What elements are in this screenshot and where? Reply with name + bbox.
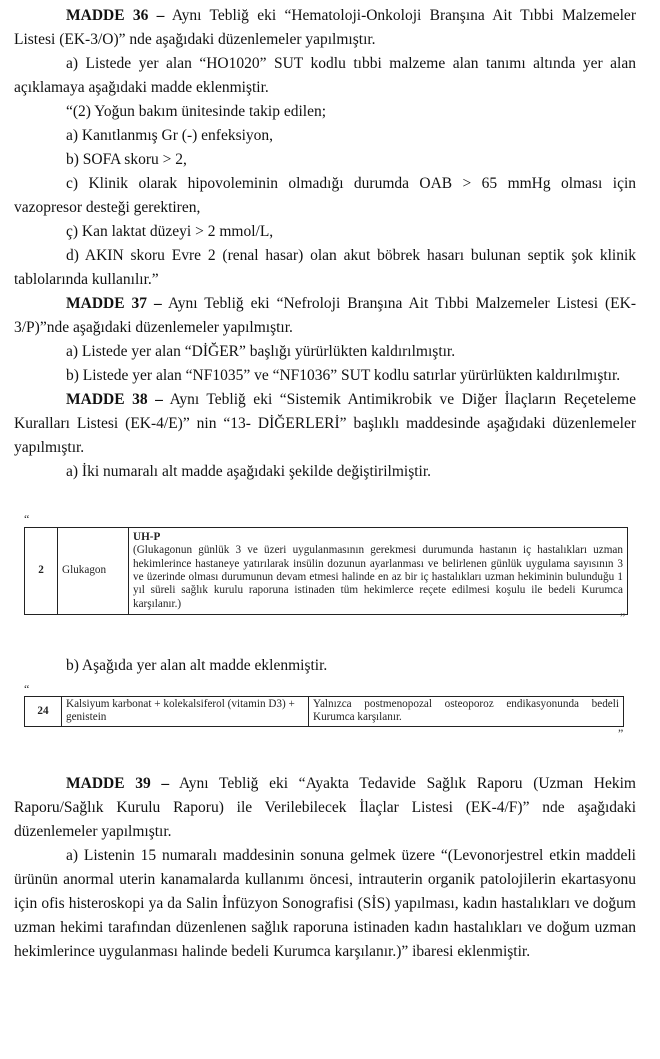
article-36-sub-a: a) Kanıtlanmış Gr (-) enfeksiyon, <box>66 127 274 144</box>
article-38-item-a: a) İki numaralı alt madde aşağıdaki şekilde değiştirilmiştir. <box>66 463 432 480</box>
article-36-item-a: a) Listede yer alan “HO1020” SUT kodlu tıbbi malzeme alan tanımı altında yer alan açıklamaya aşağıdaki madde eklenmiştir. <box>14 55 636 96</box>
table-2-desc: Yalnızca postmenopozal osteoporoz endikasyonunda bedeli Kurumca karşılanır. <box>309 697 624 727</box>
article-39-text: Aynı Tebliğ eki “Ayakta Tedavide Sağlık Raporu (Uzman Hekim Raporu/Sağlık Kurulu Raporu) ile Verilebilecek İlaçlar Listesi (EK-4/F)” nde aşağıdaki düzenlemeler yapılmıştır. <box>14 775 636 840</box>
article-36-text: Aynı Tebliğ eki “Hematoloji-Onkoloji Branşına Ait Tıbbi Malzemeler Listesi (EK-3/O)” nde aşağıdaki düzenlemeler yapılmıştır. <box>14 7 636 48</box>
article-37-intro <box>14 292 636 340</box>
article-39-item-a: a) Listenin 15 numaralı maddesinin sonuna gelmek üzere “(Levonorjestrel etkin maddeli ürünün anormal uterin kanamalarda kullanımı öncesi, intrauterin organik patolojilerin ekartasyonu için ofis histeroskopi ya da Salin İnfüzyon Sonografisi (SİS) yapılması, kadın hastalıkları ve doğum uzman hekimi tarafından düzenlenen sağlık raporuna istinaden kadın hastalıkları ve doğum uzman hekimlerince uygulanması halinde bedeli Kurumca karşılanır.)” ibaresi eklenmiştir. <box>14 847 636 960</box>
article-37-item-a: a) Listede yer alan “DİĞER” başlığı yürürlükten kaldırılmıştır. <box>66 343 456 360</box>
table-1-desc: (Glukagonun günlük 3 ve üzeri uygulanmasının gerekmesi durumunda hastanın iç hastalıkları uzman hekimlerince hastaneye yatırılarak insülin dozunun ayarlanması ve belirlenen günlük uygulama sayısının 3 ve üzerinde olması durumunun devam etmesi halinde en az bir iç hastalıkları uzman hekiminin bulunduğu 1 yıl süreli sağlık kurulu raporuna istinaden tüm hekimlerce reçete edilmesi koşulu ile bedeli Kurumca karşılanır.) <box>133 544 623 610</box>
table-2-open-quote: “ <box>24 682 30 696</box>
article-36-heading: MADDE 36 – <box>66 7 165 24</box>
table-1 <box>24 527 628 615</box>
table-2-num: 24 <box>25 697 62 727</box>
table-1-code: UH-P <box>133 530 161 543</box>
article-37-item-b: b) Listede yer alan “NF1035” ve “NF1036” SUT kodlu satırlar yürürlükten kaldırılmıştır. <box>66 367 621 384</box>
article-36-sub-d: d) AKIN skoru Evre 2 (renal hasar) olan akut böbrek hasarı bulunan septik şok klinik tablolarında kullanılır.” <box>14 247 636 288</box>
table-2-close-quote: ” <box>618 726 624 740</box>
article-36-sub-cc: ç) Kan laktat düzeyi > 2 mmol/L, <box>66 223 274 240</box>
table-1-drug: Glukagon <box>58 528 129 615</box>
article-36-sub-c: c) Klinik olarak hipovoleminin olmadığı durumda OAB > 65 mmHg olması için vazopresor desteği gerektiren, <box>14 175 636 216</box>
article-39-intro <box>14 772 636 844</box>
article-39-block <box>14 772 636 964</box>
table-1-num: 2 <box>25 528 58 615</box>
table-1-desc-cell <box>129 528 628 615</box>
table-row <box>25 697 624 727</box>
article-37-heading: MADDE 37 – <box>66 295 162 312</box>
table-1-close-quote: ” <box>620 610 626 624</box>
table-2-drug: Kalsiyum karbonat + kolekalsiferol (vitamin D3) + genistein <box>62 697 309 727</box>
article-38-text: Aynı Tebliğ eki “Sistemik Antimikrobik ve Diğer İlaçların Reçeteleme Kuralları Listesi (EK-4/E)” nin “13- DİĞERLERİ” başlıklı maddesinde aşağıdaki düzenlemeler yapılmıştır. <box>14 391 636 456</box>
article-36-intro <box>14 4 636 52</box>
table-2 <box>24 696 624 727</box>
article-38-intro <box>14 388 636 460</box>
table-1-open-quote: “ <box>24 512 30 526</box>
article-36-quote-head: “(2) Yoğun bakım ünitesinde takip edilen; <box>66 103 327 120</box>
document-page <box>14 0 636 484</box>
article-37-text: Aynı Tebliğ eki “Nefroloji Branşına Ait Tıbbi Malzemeler Listesi (EK-3/P)”nde aşağıdaki düzenlemeler yapılmıştır. <box>14 295 636 336</box>
article-38-heading: MADDE 38 – <box>66 391 163 408</box>
article-39-heading: MADDE 39 – <box>66 775 170 792</box>
table-row <box>25 528 628 615</box>
article-36-sub-b: b) SOFA skoru > 2, <box>66 151 187 168</box>
article-38-item-b: b) Aşağıda yer alan alt madde eklenmiştir. <box>66 657 328 674</box>
